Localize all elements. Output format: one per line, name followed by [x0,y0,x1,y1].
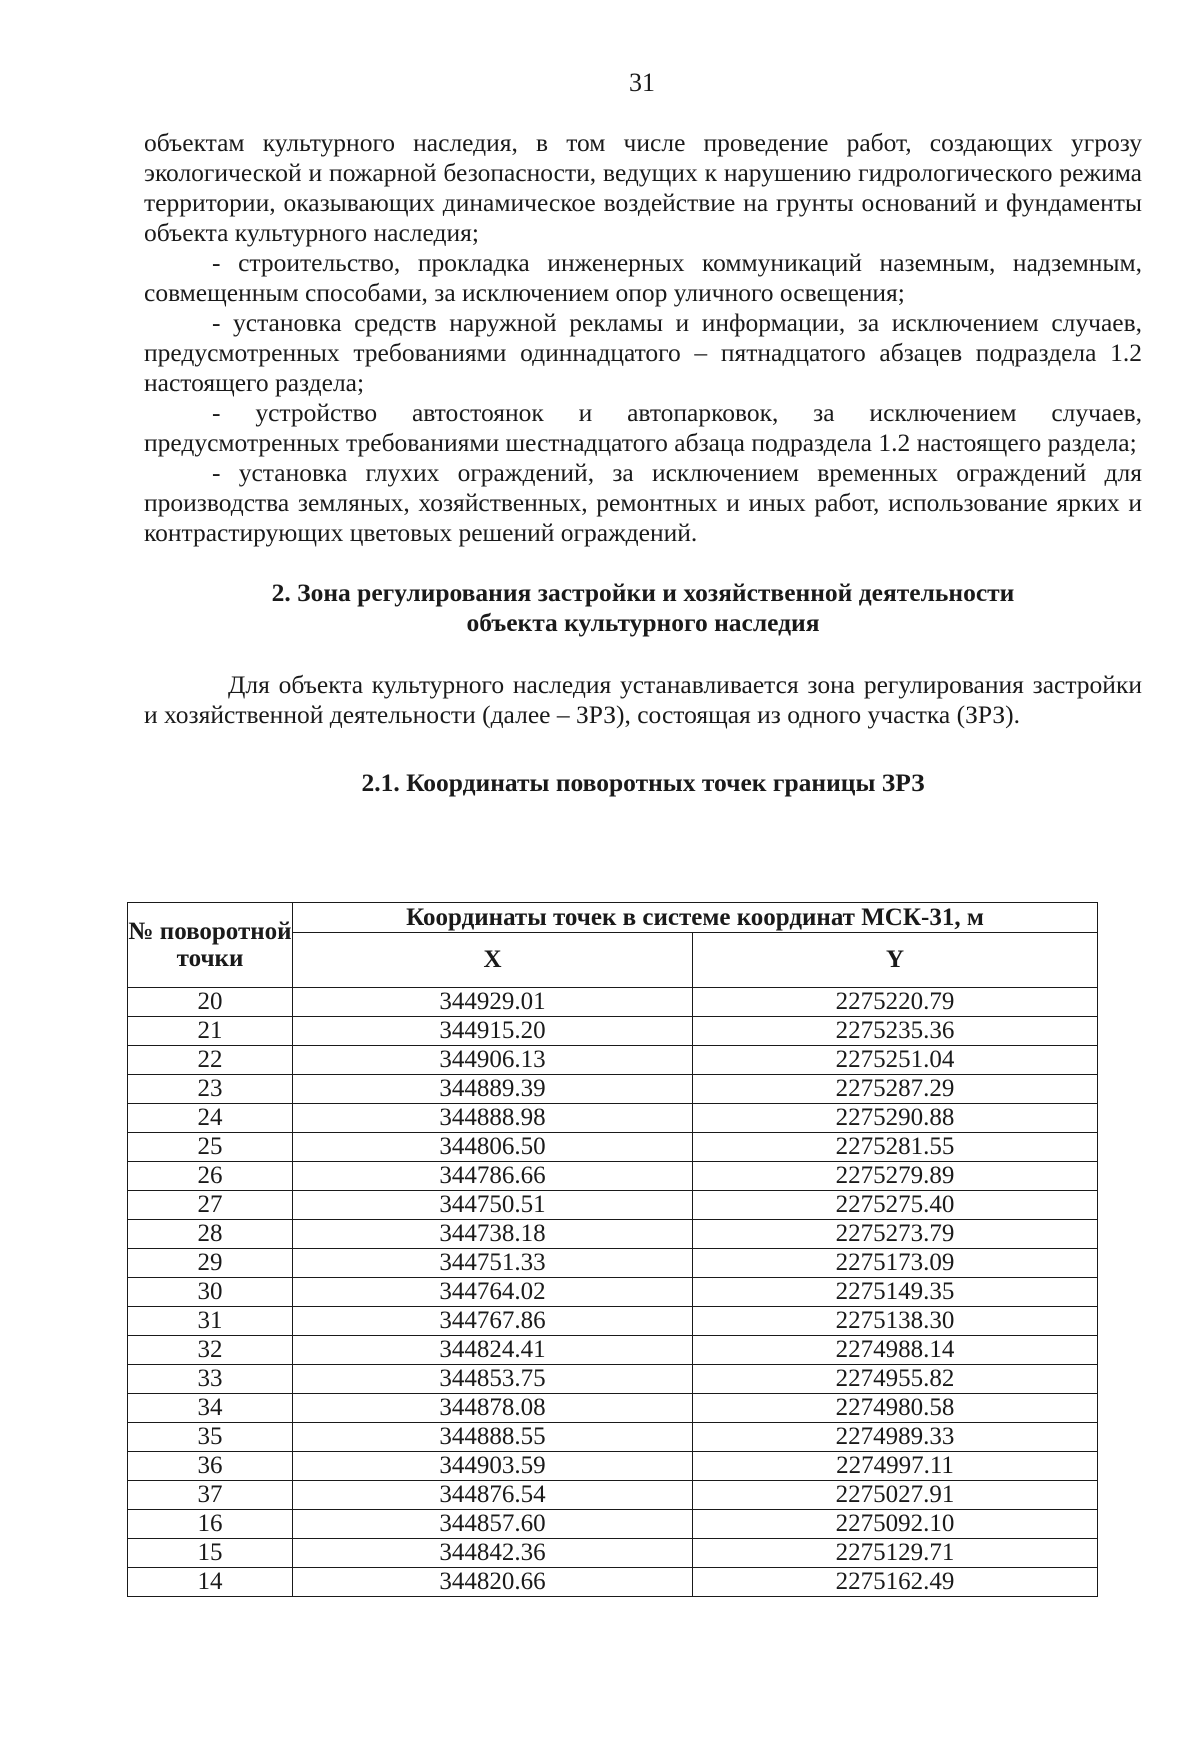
cell-x: 344820.66 [293,1568,693,1597]
table-row [128,1104,1098,1133]
table-row [128,1133,1098,1162]
table-row [128,1249,1098,1278]
table-row [128,988,1098,1017]
cell-y: 2274955.82 [693,1365,1098,1394]
paragraph-advertising: - установка средств наружной рекламы и информации, за исключением случаев, предусмотренных требованиями одиннадцатого – пятнадцатого абзацев подраздела 1.2 настоящего раздела; [144,308,1142,397]
cell-x: 344888.55 [293,1423,693,1452]
table-row [128,1394,1098,1423]
cell-x: 344853.75 [293,1365,693,1394]
cell-point-number: 36 [128,1452,293,1481]
cell-y: 2274980.58 [693,1394,1098,1423]
table-row [128,1278,1098,1307]
cell-x: 344878.08 [293,1394,693,1423]
table-row [128,1539,1098,1568]
table-row [128,1307,1098,1336]
header-point-number: № поворотной точки [128,903,293,988]
paragraph-parking: - устройство автостоянок и автопарковок, за исключением случаев, предусмотренных требованиями шестнадцатого абзаца подраздела 1.2 настоящего раздела; [144,398,1142,457]
cell-y: 2275251.04 [693,1046,1098,1075]
paragraph-fencing: - установка глухих ограждений, за исключением временных ограждений для производства земляных, хозяйственных, ремонтных и иных работ, использование ярких и контрастирующих цветовых решений ограждений. [144,458,1142,547]
cell-point-number: 31 [128,1307,293,1336]
cell-y: 2275092.10 [693,1510,1098,1539]
cell-y: 2275273.79 [693,1220,1098,1249]
cell-x: 344906.13 [293,1046,693,1075]
cell-x: 344903.59 [293,1452,693,1481]
cell-x: 344824.41 [293,1336,693,1365]
coordinates-table-body [128,988,1098,1597]
table-row [128,1365,1098,1394]
cell-y: 2274988.14 [693,1336,1098,1365]
cell-y: 2275220.79 [693,988,1098,1017]
cell-y: 2275027.91 [693,1481,1098,1510]
cell-x: 344767.86 [293,1307,693,1336]
cell-point-number: 34 [128,1394,293,1423]
table-row [128,1423,1098,1452]
cell-x: 344786.66 [293,1162,693,1191]
cell-y: 2275235.36 [693,1017,1098,1046]
table-row [128,1046,1098,1075]
cell-point-number: 29 [128,1249,293,1278]
cell-x: 344876.54 [293,1481,693,1510]
header-y: Y [693,933,1098,988]
cell-point-number: 32 [128,1336,293,1365]
table-row [128,1191,1098,1220]
cell-y: 2275290.88 [693,1104,1098,1133]
coordinates-table [127,902,1098,1597]
body-text [144,128,1142,822]
cell-point-number: 14 [128,1568,293,1597]
cell-point-number: 35 [128,1423,293,1452]
cell-x: 344888.98 [293,1104,693,1133]
section-heading-line1: 2. Зона регулирования застройки и хозяйственной деятельности [271,578,1015,607]
cell-point-number: 15 [128,1539,293,1568]
cell-y: 2275281.55 [693,1133,1098,1162]
cell-y: 2275173.09 [693,1249,1098,1278]
cell-y: 2275129.71 [693,1539,1098,1568]
table-row [128,1017,1098,1046]
table-row [128,1481,1098,1510]
cell-point-number: 25 [128,1133,293,1162]
cell-point-number: 26 [128,1162,293,1191]
paragraph-construction: - строительство, прокладка инженерных коммуникаций наземным, надземным, совмещенным способами, за исключением опор уличного освещения; [144,248,1142,307]
cell-point-number: 28 [128,1220,293,1249]
cell-point-number: 22 [128,1046,293,1075]
cell-point-number: 21 [128,1017,293,1046]
table-row [128,1336,1098,1365]
table-heading: 2.1. Координаты поворотных точек границы ЗРЗ [361,768,925,797]
cell-point-number: 16 [128,1510,293,1539]
cell-point-number: 30 [128,1278,293,1307]
cell-point-number: 23 [128,1075,293,1104]
paragraph-continuation: объектам культурного наследия, в том числе проведение работ, создающих угрозу экологической и пожарной безопасности, ведущих к нарушению гидрологического режима территории, оказывающих динамическое воздействие на грунты оснований и фундаменты объекта культурного наследия; [144,128,1142,247]
header-x: X [293,933,693,988]
cell-x: 344764.02 [293,1278,693,1307]
cell-x: 344915.20 [293,1017,693,1046]
cell-x: 344806.50 [293,1133,693,1162]
page-number: 31 [629,68,655,97]
cell-x: 344738.18 [293,1220,693,1249]
table-row [128,1510,1098,1539]
cell-x: 344857.60 [293,1510,693,1539]
table-row [128,1162,1098,1191]
cell-x: 344889.39 [293,1075,693,1104]
cell-y: 2275287.29 [693,1075,1098,1104]
cell-point-number: 37 [128,1481,293,1510]
cell-y: 2274997.11 [693,1452,1098,1481]
table-row [128,1220,1098,1249]
cell-y: 2275275.40 [693,1191,1098,1220]
cell-point-number: 24 [128,1104,293,1133]
cell-x: 344929.01 [293,988,693,1017]
cell-x: 344751.33 [293,1249,693,1278]
table-row [128,1452,1098,1481]
cell-point-number: 27 [128,1191,293,1220]
section-heading [144,578,1142,638]
cell-point-number: 20 [128,988,293,1017]
section-heading-line2: объекта культурного наследия [466,608,820,637]
cell-x: 344842.36 [293,1539,693,1568]
cell-point-number: 33 [128,1365,293,1394]
header-coordinates: Координаты точек в системе координат МСК-31, м [293,903,1098,933]
table-row [128,1075,1098,1104]
cell-x: 344750.51 [293,1191,693,1220]
cell-y: 2275149.35 [693,1278,1098,1307]
cell-y: 2275138.30 [693,1307,1098,1336]
table-row [128,1568,1098,1597]
intro-paragraph: Для объекта культурного наследия устанавливается зона регулирования застройки и хозяйственной деятельности (далее – ЗРЗ), состоящая из одного участка (ЗРЗ). [144,670,1142,729]
cell-y: 2275162.49 [693,1568,1098,1597]
cell-y: 2274989.33 [693,1423,1098,1452]
cell-y: 2275279.89 [693,1162,1098,1191]
